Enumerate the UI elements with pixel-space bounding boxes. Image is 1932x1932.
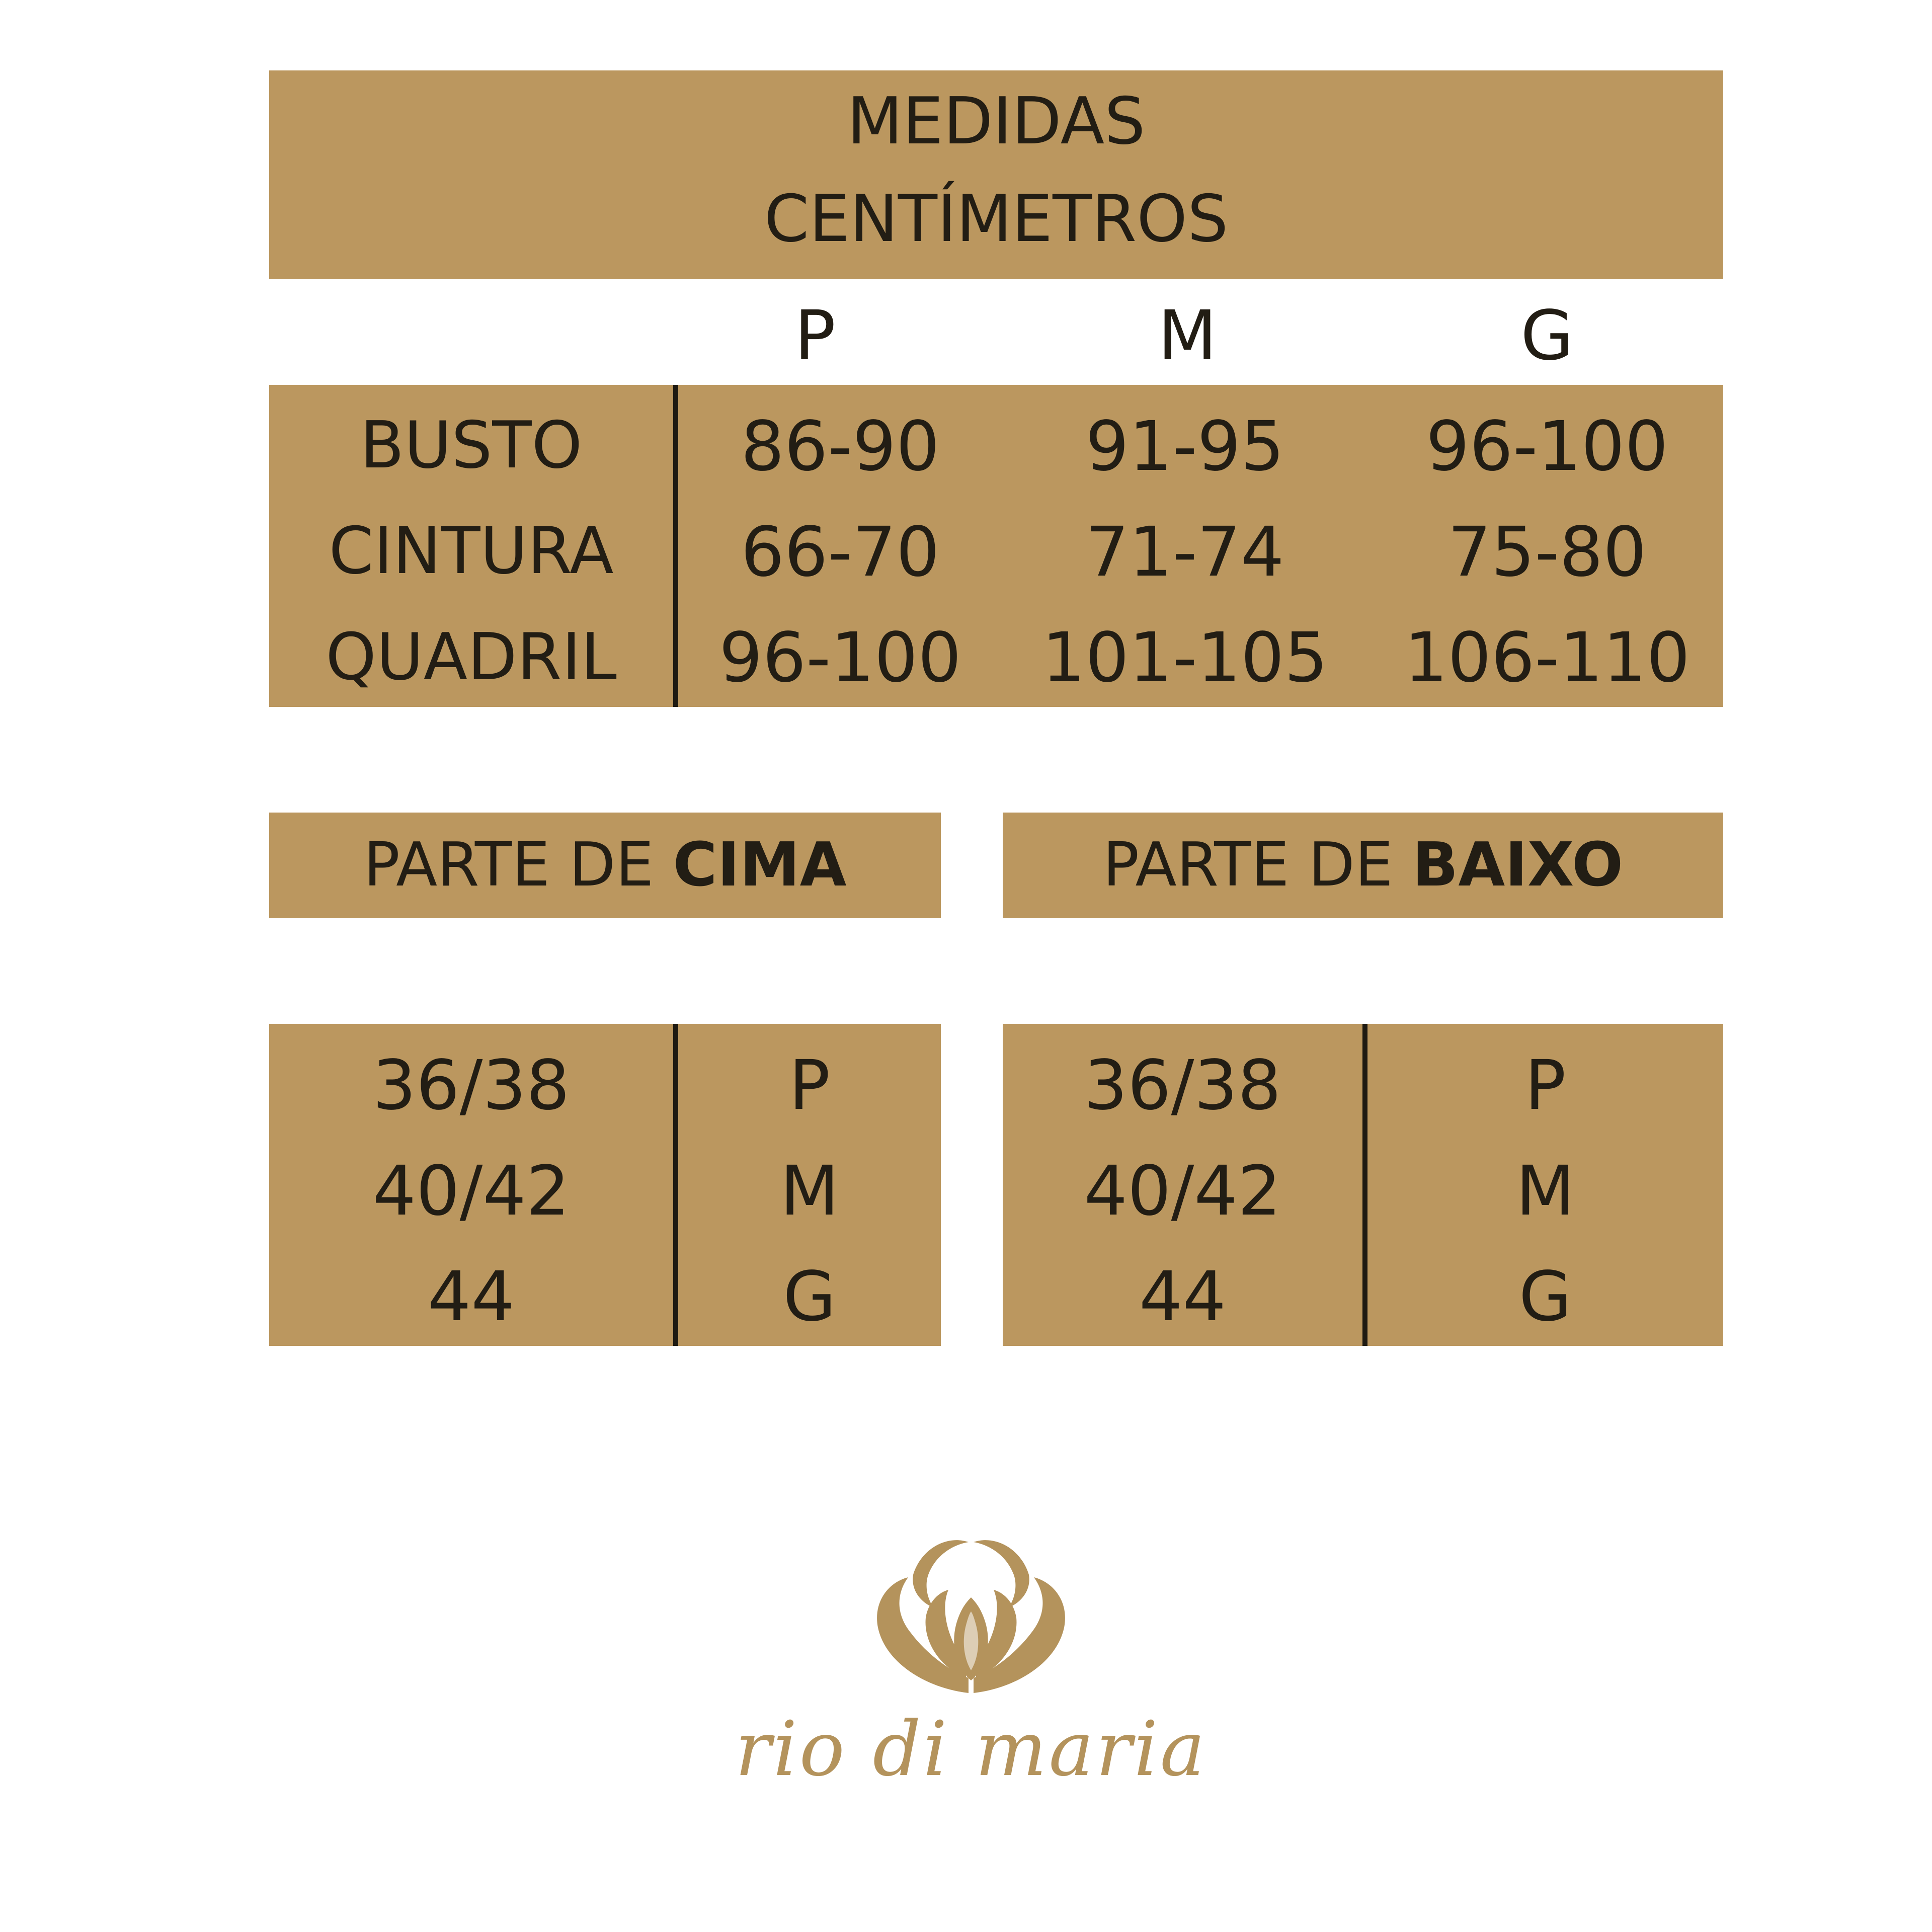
row-label-quadril: QUADRIL [326,620,617,695]
table-cell: 36/38 [1084,1046,1281,1125]
size-header-g: G [1520,296,1574,376]
table-cell: 40/42 [1084,1152,1281,1231]
measurements-divider [673,385,678,707]
table-cell: 40/42 [372,1152,570,1231]
table-cell: 106-110 [1404,618,1691,698]
table-cell: G [783,1257,836,1337]
size-header-m: M [1158,296,1217,376]
table-cell: 71-74 [1085,513,1284,592]
table-cell: 91-95 [1085,407,1284,487]
table-cell: P [788,1046,830,1125]
row-label-busto: BUSTO [360,408,583,483]
top-section-title-prefix: PARTE DE [363,830,673,900]
top-section-title [269,830,941,900]
size-header-p: P [794,296,836,376]
lotus-flower-logo-icon [865,1527,1077,1701]
table-cell: M [780,1152,839,1231]
table-cell: 86-90 [741,407,940,487]
bottom-section-title-prefix: PARTE DE [1102,830,1412,900]
table-cell: 96-100 [719,618,961,698]
table-cell: M [1515,1152,1575,1231]
bottom-size-divider [1362,1024,1367,1346]
table-cell: P [1524,1046,1566,1125]
bottom-section-title-bold: BAIXO [1412,830,1624,900]
table-cell: 75-80 [1447,513,1647,592]
top-size-divider [673,1024,678,1346]
table-cell: 96-100 [1426,407,1668,487]
table-cell: 101-105 [1041,618,1328,698]
bottom-section-title [1003,830,1723,900]
header-title-line1: MEDIDAS [847,84,1146,159]
header-title-line2: CENTÍMETROS [764,182,1229,257]
table-cell: 44 [1139,1257,1227,1337]
top-section-title-bold: CIMA [673,830,847,900]
table-cell: 36/38 [372,1046,570,1125]
table-cell: 66-70 [741,513,940,592]
table-cell: 44 [427,1257,515,1337]
row-label-cintura: CINTURA [329,514,614,589]
table-cell: G [1518,1257,1572,1337]
brand-name: rio di maria [735,1706,1208,1793]
